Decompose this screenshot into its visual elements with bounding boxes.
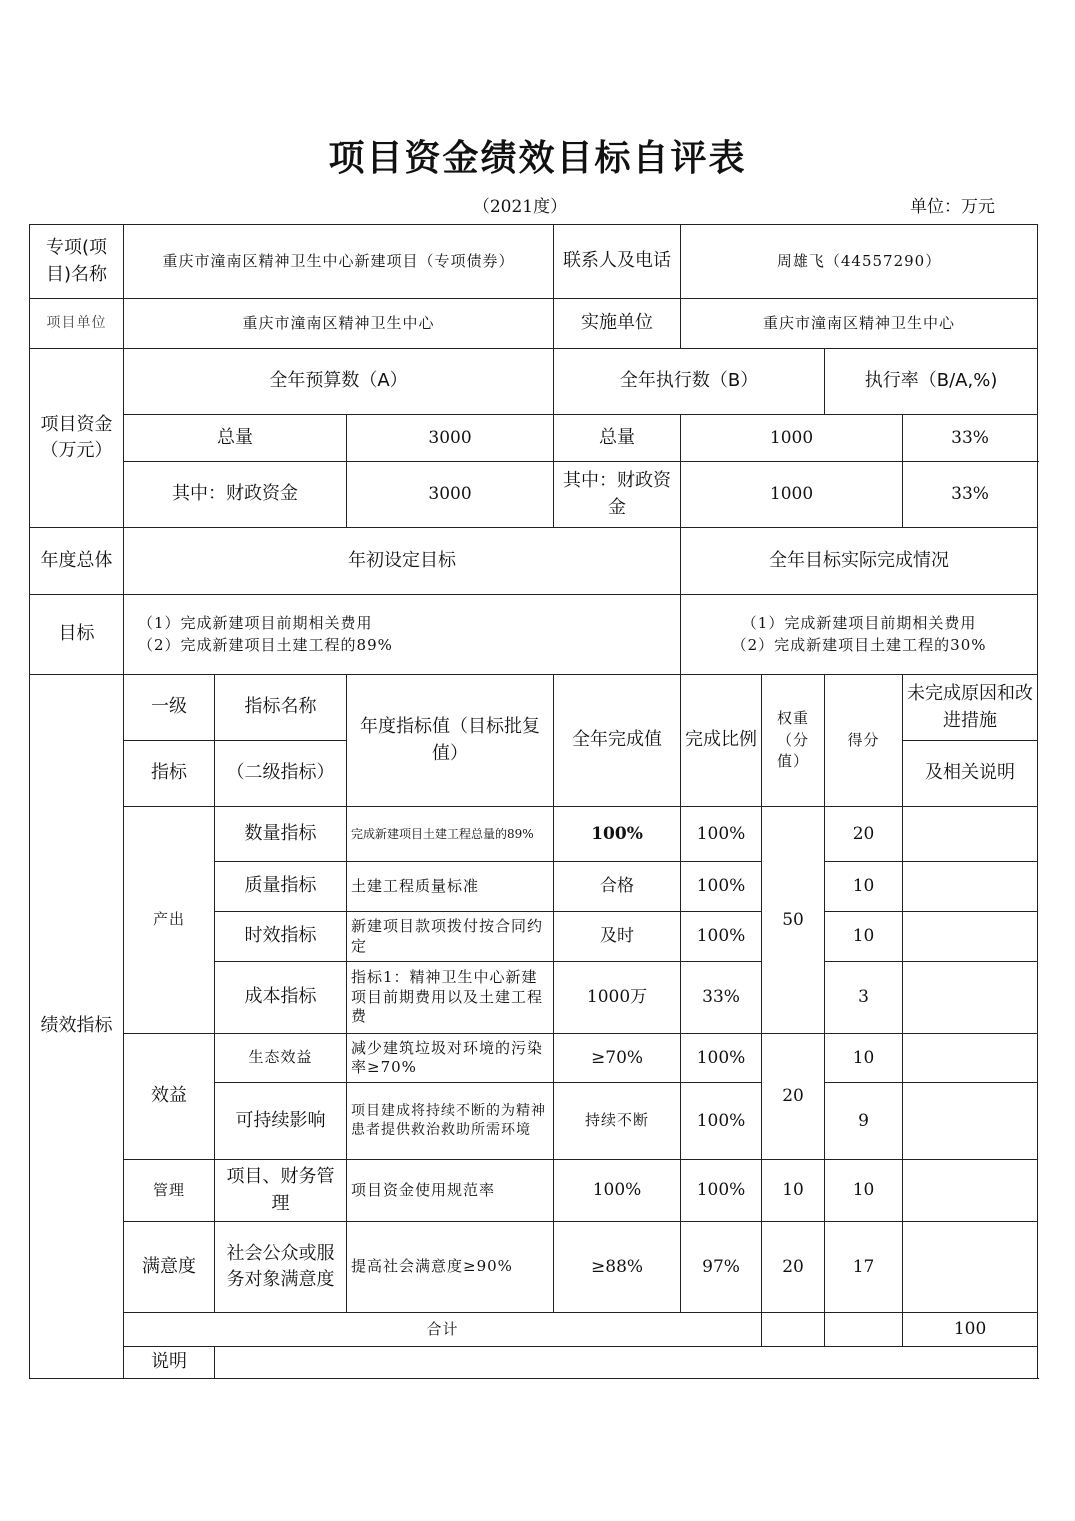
row-reason — [903, 1034, 1038, 1083]
project-unit-value: 重庆市潼南区精神卫生中心 — [124, 299, 554, 349]
row-ratio: 97% — [681, 1222, 762, 1313]
total-weight: 100 — [903, 1313, 1038, 1347]
row-done: ≥70% — [554, 1034, 681, 1083]
row-target: 减少建筑垃圾对环境的污染率≥70% — [347, 1034, 554, 1083]
row-weight: 20 — [762, 1222, 825, 1313]
set-goal-2: （2）完成新建项目土建工程的89% — [138, 635, 393, 654]
row-ratio: 100% — [681, 1083, 762, 1160]
row-weight: 10 — [762, 1160, 825, 1222]
row-name: 生态效益 — [215, 1034, 347, 1083]
row-done: 100% — [554, 1160, 681, 1222]
row-target: 指标1：精神卫生中心新建项目前期费用以及土建工程费 — [347, 962, 554, 1034]
row-done: 及时 — [554, 912, 681, 962]
h-ratio: 完成比例 — [681, 675, 762, 807]
row-ratio: 100% — [681, 912, 762, 962]
row-name: 数量指标 — [215, 807, 347, 862]
impl-unit-value: 重庆市潼南区精神卫生中心 — [681, 299, 1038, 349]
row-done: ≥88% — [554, 1222, 681, 1313]
row-score: 10 — [825, 1034, 903, 1083]
h-score: 得分 — [825, 675, 903, 807]
goal-label-2: 目标 — [30, 595, 124, 675]
row-score: 10 — [825, 862, 903, 912]
h-name-b: （二级指标） — [215, 741, 347, 807]
actual-goal-2: （2）完成新建项目土建工程的30% — [731, 635, 987, 654]
contact-value: 周雄飞（44557290） — [681, 225, 1038, 299]
note-value — [215, 1347, 1038, 1379]
actual-goal-header: 全年目标实际完成情况 — [681, 528, 1038, 595]
total-label-2: 总量 — [554, 415, 681, 462]
actual-goal-1: （1）完成新建项目前期相关费用 — [741, 613, 977, 632]
row-name: 质量指标 — [215, 862, 347, 912]
row-name: 社会公众或服务对象满意度 — [215, 1222, 347, 1313]
contact-label: 联系人及电话 — [554, 225, 681, 299]
row-ratio: 100% — [681, 1160, 762, 1222]
row-reason — [903, 962, 1038, 1034]
weight-benefit: 20 — [762, 1034, 825, 1160]
perf-label: 绩效指标 — [30, 675, 124, 1379]
h-reason-a: 未完成原因和改进措施 — [903, 675, 1038, 741]
fin-exec: 1000 — [681, 462, 903, 528]
project-name-value: 重庆市潼南区精神卫生中心新建项目（专项债券） — [124, 225, 554, 299]
row-name: 可持续影响 — [215, 1083, 347, 1160]
budget-header: 全年预算数（A） — [124, 349, 554, 415]
row-target: 项目建成将持续不断的为精神患者提供救治救助所需环境 — [347, 1083, 554, 1160]
row-score: 20 — [825, 807, 903, 862]
row-reason — [903, 862, 1038, 912]
row-score: 10 — [825, 912, 903, 962]
h-done: 全年完成值 — [554, 675, 681, 807]
total-budget: 3000 — [347, 415, 554, 462]
page-title: 项目资金绩效目标自评表 — [328, 138, 747, 179]
impl-unit-label: 实施单位 — [554, 299, 681, 349]
rate-header: 执行率（B/A,%) — [825, 349, 1038, 415]
row-score: 10 — [825, 1160, 903, 1222]
project-name-label: 专项(项目)名称 — [30, 225, 124, 299]
note-label: 说明 — [124, 1347, 215, 1379]
total-ratio — [825, 1313, 903, 1347]
h-reason-b: 及相关说明 — [903, 741, 1038, 807]
row-target: 完成新建项目土建工程总量的89% — [347, 807, 554, 862]
row-score: 3 — [825, 962, 903, 1034]
row-reason — [903, 912, 1038, 962]
row-name: 项目、财务管理 — [215, 1160, 347, 1222]
cat-satisfaction: 满意度 — [124, 1222, 215, 1313]
row-ratio: 100% — [681, 862, 762, 912]
h-name-a: 指标名称 — [215, 675, 347, 741]
cat-mgmt: 管理 — [124, 1160, 215, 1222]
row-reason — [903, 1160, 1038, 1222]
evaluation-table — [29, 224, 1038, 1379]
fin-label-2: 其中：财政资金 — [554, 462, 681, 528]
row-ratio: 100% — [681, 1034, 762, 1083]
exec-header: 全年执行数（B） — [554, 349, 825, 415]
fin-label: 其中：财政资金 — [124, 462, 347, 528]
unit-label: 单位：万元 — [910, 197, 995, 217]
row-target: 项目资金使用规范率 — [347, 1160, 554, 1222]
set-goal-header: 年初设定目标 — [124, 528, 681, 595]
fin-rate: 33% — [903, 462, 1038, 528]
h-level1-b: 指标 — [124, 741, 215, 807]
row-done: 持续不断 — [554, 1083, 681, 1160]
row-target: 新建项目款项拨付按合同约定 — [347, 912, 554, 962]
row-score: 9 — [825, 1083, 903, 1160]
row-reason — [903, 1222, 1038, 1313]
total-row-label: 合计 — [124, 1313, 762, 1347]
row-target: 土建工程质量标准 — [347, 862, 554, 912]
row-reason — [903, 1083, 1038, 1160]
project-unit-label: 项目单位 — [30, 299, 124, 349]
total-exec: 1000 — [681, 415, 903, 462]
row-done: 1000万 — [554, 962, 681, 1034]
h-level1-a: 一级 — [124, 675, 215, 741]
row-score: 17 — [825, 1222, 903, 1313]
cat-benefit: 效益 — [124, 1034, 215, 1160]
row-name: 时效指标 — [215, 912, 347, 962]
year-label: （2021度） — [472, 197, 568, 217]
h-target: 年度指标值（目标批复值） — [347, 675, 554, 807]
row-name: 成本指标 — [215, 962, 347, 1034]
cat-output: 产出 — [124, 807, 215, 1034]
total-done — [762, 1313, 825, 1347]
weight-output: 50 — [762, 807, 825, 1034]
set-goal-content — [124, 595, 681, 675]
row-ratio: 33% — [681, 962, 762, 1034]
h-weight: 权重（分值） — [762, 675, 825, 807]
goal-label-1: 年度总体 — [30, 528, 124, 595]
row-reason — [903, 807, 1038, 862]
row-target: 提高社会满意度≥90% — [347, 1222, 554, 1313]
total-rate: 33% — [903, 415, 1038, 462]
row-done: 合格 — [554, 862, 681, 912]
row-ratio: 100% — [681, 807, 762, 862]
actual-goal-content — [681, 595, 1038, 675]
total-label: 总量 — [124, 415, 347, 462]
fin-budget: 3000 — [347, 462, 554, 528]
set-goal-1: （1）完成新建项目前期相关费用 — [138, 613, 373, 632]
funds-label: 项目资金（万元） — [30, 349, 124, 528]
row-done: 100% — [554, 807, 681, 862]
